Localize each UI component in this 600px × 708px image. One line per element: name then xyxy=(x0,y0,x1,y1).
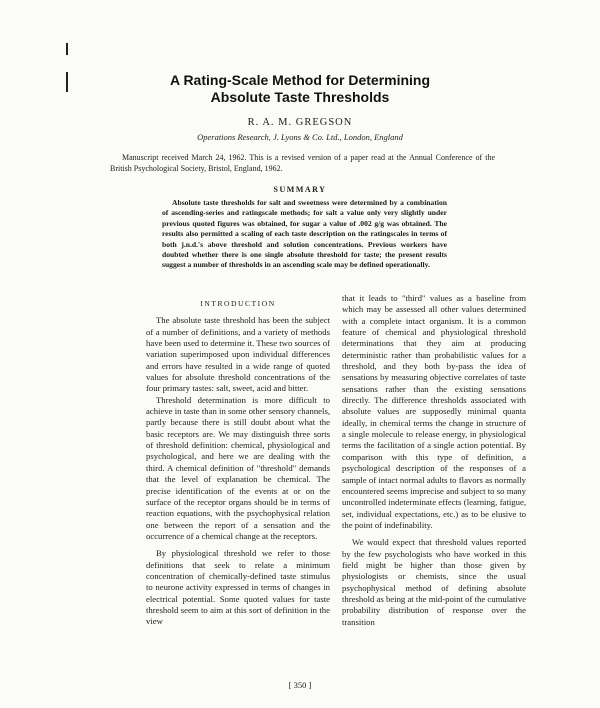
summary-heading: SUMMARY xyxy=(273,185,327,194)
title-line-1: A Rating-Scale Method for Determining xyxy=(169,72,431,88)
right-paragraph-1: that it leads to "third" values as a baseline from which may be assessed all other values determined with a complete intact organism. It is a common feature of chemical and physiological threshold determinations that they aim at producing deterministic rather than probabilistic values for a threshold, and they both by-pass the idea of sensations by measuring objective correlates of taste sensations rather than the existing sensations directly. The difference thresholds associated with absolute values are supposedly minimal quanta ideally, in chemical terms the change in structure of a single molecule to release energy, in physiological terms the facilitation of a single action potential. By comparison with this type of definition, a psychological description of the responses of a sample of intact normal adults to flavors as normally encountered seems imprecise and subject to so many uncontrolled indeterminate effects (learning, fatigue, set, individual expectations, etc.) as to be elusive to the point of indefinability. xyxy=(342,293,526,530)
left-paragraph-3: By physiological threshold we refer to those definitions that seek to relate a minimum concentration of chemically-defined taste stimulus to neurone activity expressed in terms of changes in electrical potential. Some quoted values for taste threshold seem to aim at this sort of definition in the view xyxy=(146,548,330,627)
manuscript-note: Manuscript received March 24, 1962. This is a revised version of a paper read at the Annual Conference of the British Psychological Society, Bristol, England, 1962. xyxy=(110,153,495,173)
page-number: [ 350 ] xyxy=(288,680,312,690)
author-affiliation: Operations Research, J. Lyons & Co. Ltd., London, England xyxy=(197,132,403,142)
left-column xyxy=(146,298,330,628)
right-column xyxy=(342,293,526,628)
title-line-2: Absolute Taste Thresholds xyxy=(210,89,390,105)
introduction-heading: INTRODUCTION xyxy=(200,299,276,308)
paper-title xyxy=(0,72,600,106)
summary-text: Absolute taste thresholds for salt and sweetness were determined by a combination of ascending-series and ratingscale methods; for salt a value only very slightly under previous quoted figures was obtained, for sugar a value of .002 g/g was obtained. The results also permitted a scaling of each taste description on the ratingscales in terms of both j.n.d.'s above threshold and solution concentrations. Previous workers have doubted whether there is one single absolute threshold for taste; the present results suggest a number of thresholds in an ascending scale may be defined operationally. xyxy=(162,198,447,270)
left-paragraph-1: The absolute taste threshold has been the subject of a number of definitions, and a variety of methods have been used to determine it. These two sources of variation superimposed upon individual differences and errors have resulted in a wide range of quoted values for absolute threshold concentrations of the four primary tastes: salt, sweet, acid and bitter. xyxy=(146,315,330,394)
left-paragraph-2: Threshold determination is more difficult to achieve in taste than in some other sensory channels, partly because there is still doubt about what the basic receptors are. We may distinguish three sorts of threshold definition: chemical, physiological and psychological, and here we are dealing with the third. A chemical definition of "threshold" demands that the level of explanation be chemical. The precise identification of the events at or on the surface of the receptor organs should be in terms of reaction equations, with the psychophysical relation one between the report of a sensation and the occurrence of a chemical change at the receptors. xyxy=(146,394,330,541)
margin-mark-top xyxy=(66,43,68,55)
right-paragraph-2: We would expect that threshold values reported by the few psychologists who have worked in this field might be higher than those given by physiologists or chemists, since the usual psychophysical method of defining absolute threshold as being at the mid-point of the cumulative probability distribution of response over the transition xyxy=(342,537,526,627)
author-name: R. A. M. GREGSON xyxy=(247,117,353,128)
